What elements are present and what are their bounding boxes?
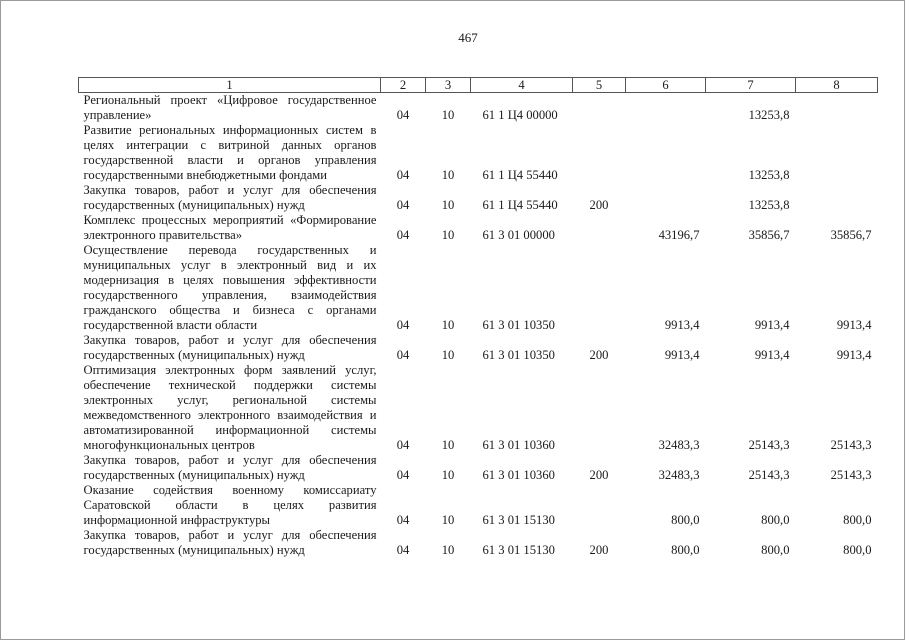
subsection-code: 10 [441,198,455,212]
section-code: 04 [396,228,410,242]
table-row [79,183,878,213]
column-header: 4 [471,78,573,93]
amount-year-1: 800,0 [671,543,700,557]
table-row [79,213,878,243]
target-article-code: 61 3 01 15130 [482,543,555,557]
expense-type-code [573,93,626,124]
section-code: 04 [396,348,410,362]
row-name: Осуществление перевода государственных и муниципальных услуг в электронный вид и их модернизация в целях повышения эффективности государственного управления, взаимодействия гражданского общества и бизнеса с органами государственной власти области [83,243,377,332]
amount-year-3: 25143,3 [830,438,872,452]
amount-year-2: 9913,4 [754,318,790,332]
amount-year-1: 32483,3 [658,468,700,482]
section-code: 04 [396,168,410,182]
subsection-code: 10 [441,513,455,527]
row-name: Оптимизация электронных форм заявлений услуг, обеспечение технической поддержки системы электронных услуг, региональной системы межведомственного электронного взаимодействия и автоматизированной информационной системы многофункциональных центров [83,363,377,452]
page-number: 467 [458,30,478,45]
subsection-code: 10 [441,543,455,557]
subsection-code: 10 [441,348,455,362]
column-header: 1 [79,78,381,93]
amount-year-3: 9913,4 [836,348,872,362]
subsection-code: 10 [441,108,455,122]
amount-year-1 [626,183,706,213]
row-name: Развитие региональных информационных систем в целях интеграции с витриной данных органов государственной власти и органов управления государственными внебюджетными фондами [83,123,377,182]
amount-year-2: 800,0 [761,543,790,557]
column-header: 2 [381,78,426,93]
amount-year-2: 13253,8 [748,168,790,182]
expense-type-code [573,123,626,183]
table-row [79,528,878,558]
row-name: Оказание содействия военному комиссариату Саратовской области в целях развития информационной инфраструктуры [83,483,377,527]
expense-type-code: 200 [589,198,609,212]
expense-type-code: 200 [589,543,609,557]
amount-year-3: 25143,3 [830,468,872,482]
section-code: 04 [396,543,410,557]
amount-year-2: 25143,3 [748,438,790,452]
amount-year-2: 35856,7 [748,228,790,242]
amount-year-3 [796,93,878,124]
amount-year-2: 13253,8 [748,108,790,122]
table-row [79,93,878,124]
row-name: Закупка товаров, работ и услуг для обеспечения государственных (муниципальных) нужд [83,528,377,557]
amount-year-1: 43196,7 [658,228,700,242]
section-code: 04 [396,513,410,527]
target-article-code: 61 3 01 15130 [482,513,555,527]
section-code: 04 [396,198,410,212]
target-article-code: 61 3 01 10360 [482,438,555,452]
target-article-code: 61 3 01 10360 [482,468,555,482]
subsection-code: 10 [441,438,455,452]
amount-year-2: 13253,8 [748,198,790,212]
amount-year-3: 800,0 [843,543,872,557]
target-article-code: 61 1 Ц4 00000 [482,108,558,122]
table-row [79,333,878,363]
amount-year-3: 9913,4 [836,318,872,332]
expense-type-code [573,363,626,453]
amount-year-1: 9913,4 [664,348,700,362]
amount-year-3: 800,0 [843,513,872,527]
expense-type-code [573,483,626,528]
table-row [79,363,878,453]
expense-type-code [573,243,626,333]
subsection-code: 10 [441,228,455,242]
target-article-code: 61 3 01 10350 [482,348,555,362]
table-row [79,123,878,183]
amount-year-1: 9913,4 [664,318,700,332]
amount-year-3: 35856,7 [830,228,872,242]
amount-year-2: 25143,3 [748,468,790,482]
column-header: 6 [626,78,706,93]
amount-year-2: 800,0 [761,513,790,527]
target-article-code: 61 3 01 10350 [482,318,555,332]
subsection-code: 10 [441,168,455,182]
amount-year-1: 32483,3 [658,438,700,452]
amount-year-3 [796,123,878,183]
table-row [79,453,878,483]
expense-type-code [573,213,626,243]
subsection-code: 10 [441,468,455,482]
column-header: 3 [426,78,471,93]
expense-type-code: 200 [589,348,609,362]
column-header: 7 [706,78,796,93]
section-code: 04 [396,318,410,332]
table-row [79,243,878,333]
target-article-code: 61 1 Ц4 55440 [482,168,558,182]
row-name: Закупка товаров, работ и услуг для обеспечения государственных (муниципальных) нужд [83,333,377,362]
column-header: 8 [796,78,878,93]
table-row [79,483,878,528]
amount-year-2: 9913,4 [754,348,790,362]
column-header: 5 [573,78,626,93]
section-code: 04 [396,438,410,452]
section-code: 04 [396,108,410,122]
row-name: Комплекс процессных мероприятий «Формирование электронного правительства» [83,213,377,242]
target-article-code: 61 3 01 00000 [482,228,555,242]
amount-year-1 [626,123,706,183]
budget-table [78,77,878,558]
target-article-code: 61 1 Ц4 55440 [482,198,558,212]
expense-type-code: 200 [589,468,609,482]
row-name: Закупка товаров, работ и услуг для обеспечения государственных (муниципальных) нужд [83,183,377,212]
row-name: Закупка товаров, работ и услуг для обеспечения государственных (муниципальных) нужд [83,453,377,482]
amount-year-1: 800,0 [671,513,700,527]
amount-year-3 [796,183,878,213]
section-code: 04 [396,468,410,482]
header-row [79,78,878,93]
row-name: Региональный проект «Цифровое государственное управление» [83,93,377,122]
amount-year-1 [626,93,706,124]
subsection-code: 10 [441,318,455,332]
